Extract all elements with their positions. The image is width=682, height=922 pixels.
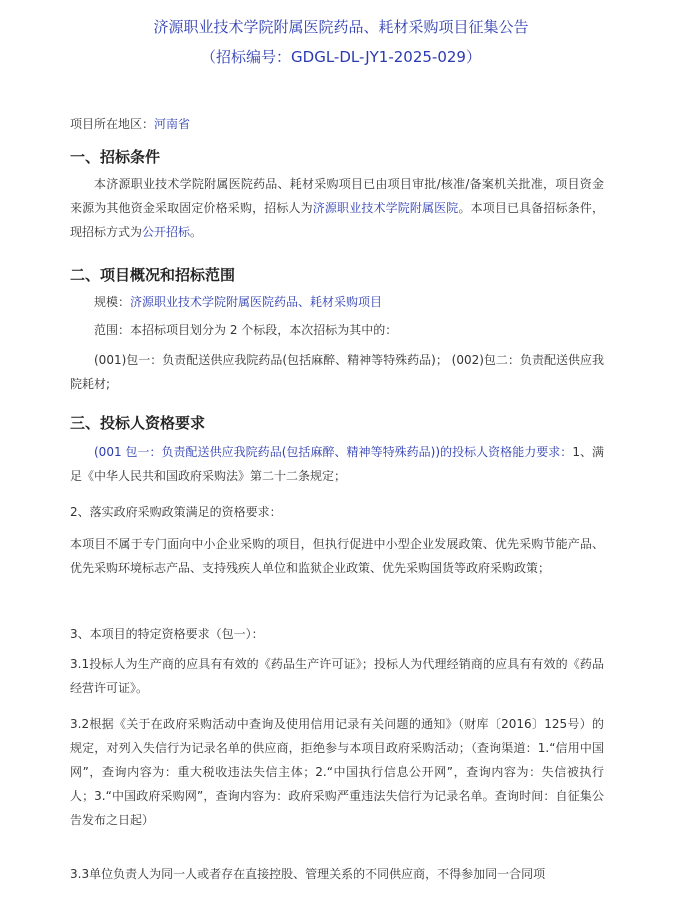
project-scope: 范围：本招标项目划分为 2 个标段，本次招标为其中的： <box>94 323 398 337</box>
scale-label: 规模： <box>94 295 131 309</box>
tenderer-name: 济源职业技术学院附属医院 <box>312 201 459 215</box>
section-1-text-b: 。本项目已具备招标条件，现招标方式为 <box>70 201 604 239</box>
lot-list: (001)包一：负责配送供应我院药品(包括麻醉、精神等特殊药品)； (002)包二：负责配送供应我院耗材; <box>70 353 604 391</box>
section-1-body <box>70 172 604 244</box>
lot-1-qualification: (001 包一：负责配送供应我院药品(包括麻醉、精神等特殊药品))的投标人资格能力要求： <box>94 445 573 459</box>
section-3-heading: 三、投标人资格要求 <box>70 414 206 432</box>
qualification-3-3: 3.3单位负责人为同一人或者存在直接控股、管理关系的不同供应商，不得参加同一合同项 <box>70 867 546 881</box>
page-title: 济源职业技术学院附属医院药品、耗材采购项目征集公告 <box>153 18 529 36</box>
qualification-3: 3、本项目的特定资格要求（包一）： <box>70 627 264 641</box>
qualification-2: 2、落实政府采购政策满足的资格要求： <box>70 505 282 519</box>
section-1-text-c: 。 <box>190 225 203 239</box>
project-scale <box>70 290 604 314</box>
tender-number: （招标编号：GDGL-DL-JY1-2025-029） <box>201 48 481 66</box>
qualification-intro <box>70 440 604 488</box>
section-2-heading: 二、项目概况和招标范围 <box>70 266 236 284</box>
section-1-heading: 一、招标条件 <box>70 148 161 166</box>
tender-method: 公开招标 <box>142 225 191 239</box>
scale-value: 济源职业技术学院附属医院药品、耗材采购项目 <box>130 295 383 309</box>
section-1-text-a: 本济源职业技术学院附属医院药品、耗材采购项目已由项目审批/核准/备案机关批准，项目资金来源为其他资金采取固定价格采购，招标人为 <box>70 177 604 215</box>
qualification-1: 1、满足《中华人民共和国政府采购法》第二十二条规定； <box>70 445 604 483</box>
project-region <box>70 116 190 132</box>
policy-paragraph: 本项目不属于专门面向中小企业采购的项目，但执行促进中小型企业发展政策、优先采购节能产品、优先采购环境标志产品、支持残疾人单位和监狱企业政策、优先采购国货等政府采购政策； <box>70 537 604 575</box>
region-label: 项目所在地区： <box>70 117 155 131</box>
qualification-3-2: 3.2根据《关于在政府采购活动中查询及使用信用记录有关问题的通知》（财库〔2016〕125号）的规定，对列入失信行为记录名单的供应商，拒绝参与本项目政府采购活动；（查询渠道：1.“信用中国网”，查询内容为：重大税收违法失信主体；2.“中国执行信息公开网”，查询内容为：失信被执行人；3.“中国政府采购网”，查询内容为：政府采购严重违法失信行为记录名单。查询时间：自征集公告发布之日起） <box>70 717 604 827</box>
qualification-3-1: 3.1投标人为生产商的应具有有效的《药品生产许可证》；投标人为代理经销商的应具有有效的《药品经营许可证》。 <box>70 657 604 695</box>
region-value: 河南省 <box>154 117 191 131</box>
